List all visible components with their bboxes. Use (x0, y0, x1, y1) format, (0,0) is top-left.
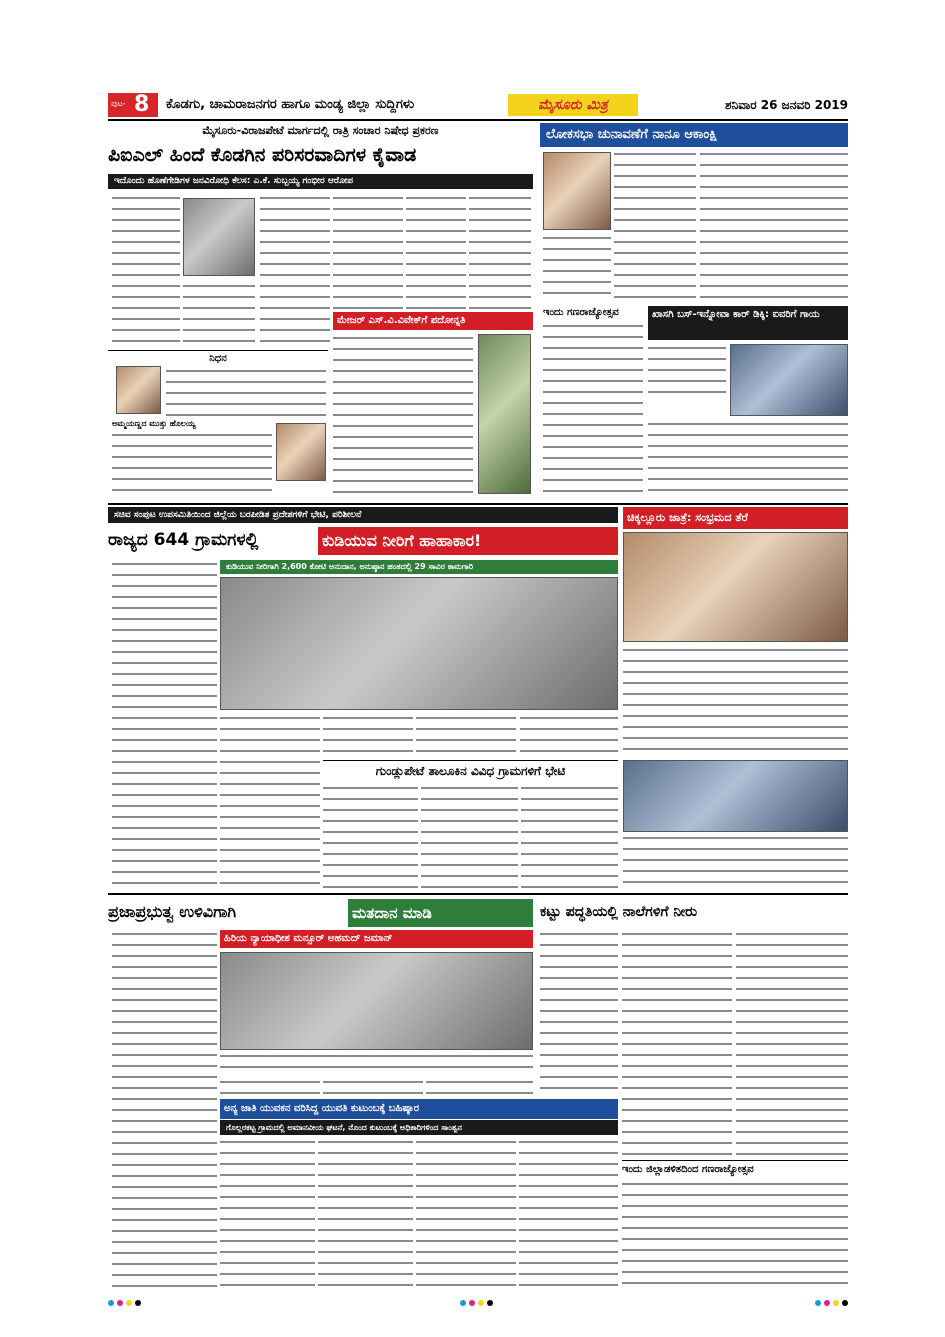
jatre-photo (623, 532, 848, 642)
vote-pledge-photo (220, 952, 533, 1050)
masthead-rule (108, 119, 848, 121)
republic-headline: ಇಂದು ಗಣರಾಜ್ಯೋತ್ಸವ (543, 307, 619, 318)
water-subhead: ಕುಡಿಯುವ ನೀರಿಗಾಗಿ 2,600 ಕೋಟಿ ಅನುದಾನ, ಅನುಷ್ಠಾನ ಹಂತದಲ್ಲಿ 29 ಸಾವಿರ ಕಾಮಗಾರಿ (226, 562, 474, 571)
story1-kicker: ಮೈಸೂರು-ವಿರಾಜಪೇಟೆ ಮಾರ್ಗದಲ್ಲಿ ರಾತ್ರಿ ಸಂಚಾರ ನಿಷೇಧ ಪ್ರಕರಣ (202, 124, 439, 137)
vote-headline-b: ಮತದಾನ ಮಾಡಿ (352, 904, 432, 922)
page-number: 8 (134, 92, 150, 117)
water-col-2 (220, 714, 320, 890)
water-col-1 (112, 560, 217, 890)
major-box (333, 312, 533, 500)
loksabha-headline: ಲೋಕಸಭಾ ಚುನಾವಣೆಗೆ ನಾನೂ ಆಕಾಂಕ್ಷಿ (546, 127, 718, 142)
obituary-box (108, 350, 328, 500)
accident-car-photo (730, 344, 848, 416)
story1-column-6 (469, 194, 531, 310)
paper-name: ಮೈಸೂರು ಮಿತ್ರ (508, 94, 638, 116)
water-headline-b: ಕುಡಿಯುವ ನೀರಿಗೆ ಹಾಹಾಕಾರ! (322, 531, 482, 550)
caste-col-2 (318, 1138, 413, 1290)
vote-col-4 (426, 1078, 533, 1096)
gundlupet-headline: ಗುಂಡ್ಲುಪೇಟೆ ತಾಲೂಕಿನ ವಿವಿಧ ಗ್ರಾಮಗಳಿಗೆ ಭೇಟಿ (323, 760, 618, 781)
caste-col-3 (416, 1138, 516, 1290)
caste-banner (220, 1099, 618, 1119)
republic-text (543, 322, 643, 500)
section-rule-2 (108, 893, 848, 895)
section-rule-1 (108, 503, 848, 505)
obituary-photo-1 (116, 366, 161, 414)
loksabha-col-1 (614, 150, 696, 302)
republic2-text (622, 1180, 848, 1290)
jatre-text (623, 646, 848, 756)
water-col-6 (520, 714, 618, 756)
issue-date: ಶನಿವಾರ 26 ಜನವರಿ 2019 (725, 98, 848, 112)
vote-headline-a: ಪ್ರಜಾಪ್ರಭುತ್ವ ಉಳಿವಿಗಾಗಿ (108, 902, 237, 921)
story1-subhead-strip (108, 174, 533, 189)
major-headline: ಮೇಜರ್ ಎಸ್.ವಿ.ವಿವೇಕ್‌ಗೆ ಪದೋನ್ನತಿ (337, 315, 466, 326)
obituary-photo-2 (276, 423, 326, 481)
section-title: ಕೊಡಗು, ಚಾಮರಾಜನಗರ ಹಾಗೂ ಮಂಡ್ಯ ಜಿಲ್ಲಾ ಸುದ್ದಿಗಳು (166, 97, 415, 112)
canal-col-3 (736, 930, 848, 1156)
canal-col-2 (622, 930, 732, 1156)
gundlupet-col-1 (323, 784, 418, 890)
bus-headline: ಖಾಸಗಿ ಬಸ್-ಇನ್ನೋವಾ ಕಾರ್ ಡಿಕ್ಕಿ: ಐವರಿಗೆ ಗಾಯ (652, 309, 820, 320)
gundlupet-col-2 (421, 784, 518, 890)
story1-column-3 (260, 194, 330, 346)
loksabha-banner (540, 123, 848, 147)
vote-headline-b-box (348, 899, 533, 927)
gundlupet-col-3 (521, 784, 618, 890)
republic2-headline: ಇಂದು ಜಿಲ್ಲಾಡಳಿತದಿಂದ ಗಣರಾಜ್ಯೋತ್ಸವ (622, 1160, 848, 1179)
loksabha-col-2 (700, 150, 848, 302)
page-label: ಪುಟ- (111, 99, 126, 108)
minister-visit-photo (220, 577, 618, 710)
vote-subhead: ಹಿರಿಯ ನ್ಯಾಯಾಧೀಶ ಮನ್ಸೂರ್ ಅಹಮದ್ ಜಮಾನ್ (224, 933, 393, 944)
water-kicker: ಸಚಿವ ಸಂಪುಟ ಉಪಸಮಿತಿಯಿಂದ ಜಿಲ್ಲೆಯ ಬರಪೀಡಿತ ಪ್ರದೇಶಗಳಿಗೆ ಭೇಟಿ, ಪರಿಶೀಲನೆ (114, 510, 362, 520)
water-col-4 (416, 714, 516, 756)
jatre-car-photo (623, 760, 848, 832)
vote-col-3 (323, 1078, 423, 1096)
vote-caption (220, 1052, 533, 1074)
water-headline-b-box (318, 527, 618, 555)
major-vivek-photo (478, 334, 531, 494)
obituary-name-2: ಅಮ್ಮಯಣ್ಣದ ಮುತ್ತು ಹೊಲಯ್ಯ (112, 419, 196, 428)
water-col-3 (323, 714, 413, 756)
water-kicker-strip (108, 507, 618, 523)
major-headline-bar (333, 312, 533, 330)
water-subhead-strip (220, 560, 618, 574)
bus-text-2 (648, 420, 848, 500)
jatre-headline: ಚಿಕ್ಕಲ್ಲೂರು ಜಾತ್ರೆ: ಸಂಭ್ರಮದ ತೆರೆ (627, 511, 748, 524)
story1-subhead: ಇದೊಂದು ಹೊಣೆಗೇಡಿಗಳ ಜನವಿರೋಧಿ ಕೆಲಸ: ಎ.ಕೆ. ಸುಬ್ಬಯ್ಯ ಗಂಭೀರ ಆರೋಪ (114, 176, 354, 186)
subbaiah-photo (183, 198, 255, 276)
vote-subhead-box (220, 930, 533, 948)
vote-col-2 (220, 1078, 320, 1096)
story1-column-4 (333, 194, 403, 310)
caste-col-1 (220, 1138, 315, 1290)
story1-headline: ಪಿಐಎಲ್ ಹಿಂದೆ ಕೊಡಗಿನ ಪರಿಸರವಾದಿಗಳ ಕೈವಾಡ (108, 144, 417, 166)
page-number-box (108, 93, 158, 117)
story1-column-1 (112, 194, 180, 346)
canal-col-1 (540, 930, 618, 1096)
obituary-text-2 (112, 431, 272, 497)
story1-column-5 (406, 194, 466, 310)
obituary-text-1 (166, 367, 326, 417)
caste-headline: ಅನ್ಯ ಜಾತಿ ಯುವಕನ ವರಿಸಿದ್ದ ಯುವತಿ ಕುಟುಂಬಕ್ಕೆ ಬಹಿಷ್ಕಾರ (224, 1103, 419, 1114)
jatre-caption (623, 834, 848, 890)
vote-col-1 (112, 930, 217, 1290)
major-text (333, 334, 473, 498)
masthead (108, 91, 848, 119)
story1-column-2 (183, 282, 255, 346)
canal-headline: ಕಟ್ಟು ಪದ್ಧತಿಯಲ್ಲಿ ನಾಲೆಗಳಿಗೆ ನೀರು (540, 904, 698, 920)
caste-subhead: ಗೊಲ್ಲರಕಟ್ಟ ಗ್ರಾಮದಲ್ಲಿ ಅಮಾನವೀಯ ಘಟನೆ, ನೊಂದ ಕುಟುಂಬಕ್ಕೆ ಅಧಿಕಾರಿಗಳಿಂದ ಸಾಂತ್ವನ (226, 1123, 462, 1132)
bus-banner (648, 306, 848, 340)
politician-photo (543, 152, 611, 230)
jatre-banner (623, 507, 848, 529)
registration-dots (108, 1300, 848, 1308)
obituary-title: ನಿಧನ (209, 353, 227, 364)
loksabha-col-0 (543, 234, 611, 302)
water-headline-a: ರಾಜ್ಯದ 644 ಗ್ರಾಮಗಳಲ್ಲಿ (108, 530, 259, 550)
caste-col-4 (519, 1138, 618, 1290)
bus-text-1 (648, 344, 726, 394)
caste-subhead-strip (220, 1120, 618, 1135)
